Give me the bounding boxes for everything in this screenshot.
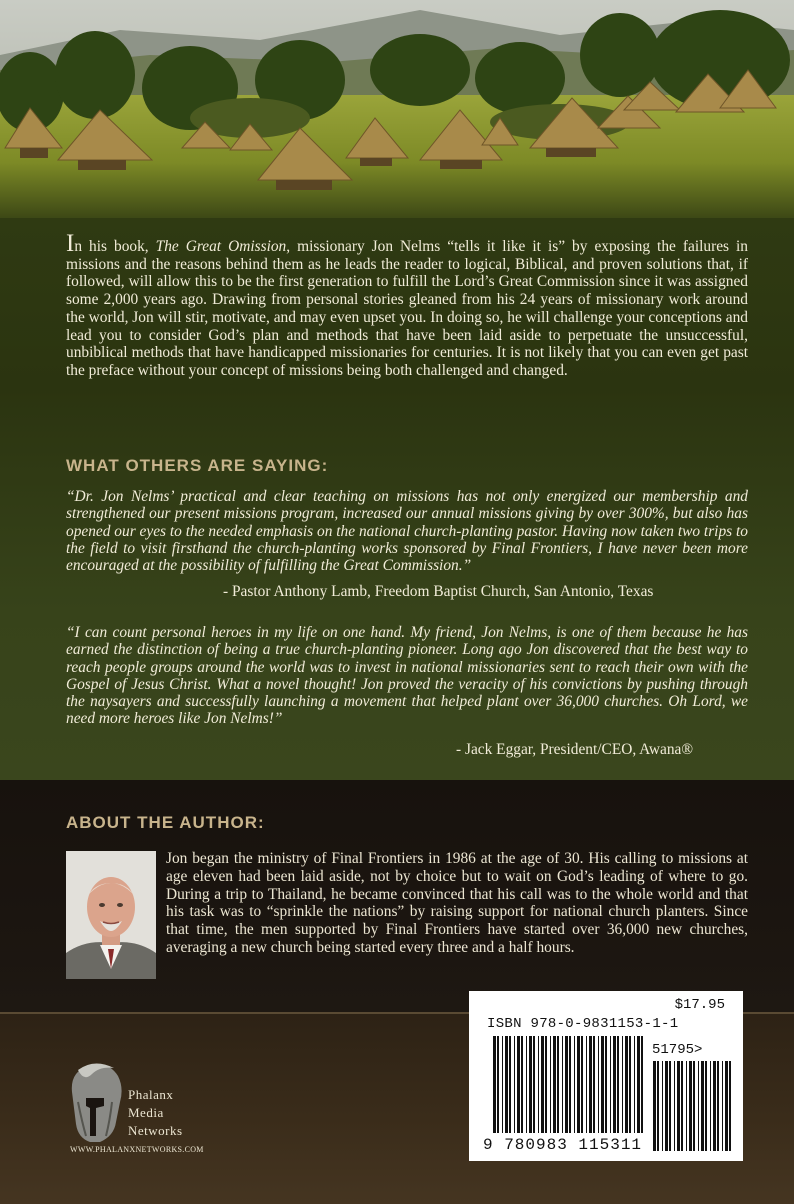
barcode-bar [589,1036,592,1133]
barcode-bar [526,1036,527,1133]
barcode-bar [593,1036,595,1133]
testimonial-attribution: - Pastor Anthony Lamb, Freedom Baptist Church, San Antonio, Texas [223,583,654,600]
barcode-bar [505,1036,508,1133]
barcode-bar [533,1036,535,1133]
barcode-bar [509,1036,511,1133]
isbn-label: ISBN 978-0-9831153-1-1 [487,1016,679,1032]
barcode-bar [545,1036,547,1133]
village-photo [0,0,794,230]
barcode-bar [725,1061,728,1151]
price-supplement-label: 51795> [652,1042,703,1058]
barcode-bar [641,1036,643,1133]
barcode-bar [622,1036,623,1133]
spartan-helmet-icon [64,1062,126,1144]
barcode-bar [686,1061,687,1151]
barcode-bar [625,1036,628,1133]
barcode-bar [562,1036,563,1133]
barcode-bar [605,1036,607,1133]
barcode-bar [601,1036,604,1133]
publisher-name-line: Media [128,1105,164,1120]
intro-text-start: n his book, [74,238,156,255]
barcode-bar [665,1061,668,1151]
barcode-bar [565,1036,568,1133]
barcode-bar [517,1036,520,1133]
barcode-bar [598,1036,599,1133]
barcode-bar [574,1036,575,1133]
barcode-bar [698,1061,699,1151]
isbn-barcode [469,991,743,1161]
barcode-bar [713,1061,716,1151]
barcode-bar [729,1061,731,1151]
publisher-name-line: Networks [128,1123,183,1138]
village-landscape-image [0,0,794,230]
barcode-bar [637,1036,640,1133]
barcode-bar [705,1061,707,1151]
price-label: $17.95 [674,997,725,1013]
barcode-bar [629,1036,631,1133]
barcode-bar [538,1036,539,1133]
barcode-bar [610,1036,611,1133]
testimonial-quote: “I can count personal heroes in my life on one hand. My friend, Jon Nelms, is one of them because he has earned the distinction of being a true church-planting pioneer. Long ago Jon discovered that the best way to reach people groups around the world was to invest in national missionaries sent to reach their own with the Gospel of Jesus Christ. What a novel thought! Jon proved the veracity of his convictions by pushing through the naysayers and successfully launching a movement that helped plant over 36,000 churches. Oh Lord, we need more heroes like Jon Nelms!” [66,624,748,728]
barcode-bar [502,1036,503,1133]
book-title: The Great Omission [155,238,287,255]
barcode-bar [653,1061,656,1151]
barcode-bar [514,1036,515,1133]
barcode-bar [586,1036,587,1133]
author-portrait-image [66,851,156,979]
barcode-bar [613,1036,616,1133]
barcode-bar [634,1036,635,1133]
barcode-bar [581,1036,583,1133]
barcode-bar [701,1061,704,1151]
author-bio: Jon began the ministry of Final Frontiers in 1986 at the age of 30. His calling to missions at age eleven had been laid aside, not by choice but to wait on God’s leading of where to go. During a trip to Thailand, he became convinced that his call was to the whole world and that his task was to “sprinkle the nations” by raising support for national church planters. Since that time, the men supported by Final Frontiers have started over 36,000 new churches, averaging a new church being started every three and a half hours. [166,850,748,956]
dropcap-letter: I [66,230,75,257]
intro-paragraph [66,230,748,380]
barcode-bar [493,1036,496,1133]
barcode-bar [550,1036,551,1133]
author-photo [66,851,156,979]
publisher-name [128,1086,248,1140]
barcode-bar [710,1061,711,1151]
barcode-number: 9 780983 115311 [483,1136,643,1154]
publisher-url: WWW.PHALANXNETWORKS.COM [70,1145,204,1154]
barcode-bar [717,1061,719,1151]
barcode-bar [662,1061,663,1151]
publisher-name-line: Phalanx [128,1087,174,1102]
barcode-bar [617,1036,619,1133]
testimonial-attribution: - Jack Eggar, President/CEO, Awana® [456,741,694,758]
barcode-bar [722,1061,723,1151]
barcode-bar [521,1036,523,1133]
barcode-bar [681,1061,683,1151]
barcode-bar [677,1061,680,1151]
author-heading: ABOUT THE AUTHOR: [66,813,265,832]
barcode-bar [497,1036,499,1133]
barcode-bar [689,1061,692,1151]
barcode-bar [529,1036,532,1133]
testimonial-quote: “Dr. Jon Nelms’ practical and clear teaching on missions has not only energized our membership and strengthened our present missions program, increased our annual missions giving by over 300%, but also has opened our eyes to the needed emphasis on the national church-planting pastor. Having now taken two trips to the field to visit firsthand the church-planting works sponsored by Final Frontiers, I have never been more encouraged at the possibility of fulfilling the Great Commission.” [66,488,748,575]
barcode-bar [553,1036,556,1133]
others-heading: WHAT OTHERS ARE SAYING: [66,456,329,475]
barcode-bar [669,1061,671,1151]
barcode-bar [541,1036,544,1133]
barcode-bar [674,1061,675,1151]
barcode-bar [693,1061,695,1151]
barcode-bar [657,1061,659,1151]
barcode-bar [577,1036,580,1133]
barcode-bar [569,1036,571,1133]
barcode-bar [557,1036,559,1133]
intro-text-rest: , missionary Jon Nelms “tells it like it is” by exposing the failures in missions and the reasons behind them as he leads the reader to logical, Biblical, and proven solutions that, if followed, will allow this to be the first generation to fulfill the Lord’s Great Commission since it was assigned some 2,000 years ago. Drawing from personal stories gleaned from his 24 years of missionary work around the world, Jon will stir, motivate, and may even upset you. In doing so, he will challenge your conceptions and lead you to consider God’s plan and methods that have been laid aside to perpetuate the unsuccessful, unbiblical methods that have handicapped missionaries for centuries. It is not likely that you can even get past the preface without your concept of missions being both challenged and changed. [66,238,748,379]
